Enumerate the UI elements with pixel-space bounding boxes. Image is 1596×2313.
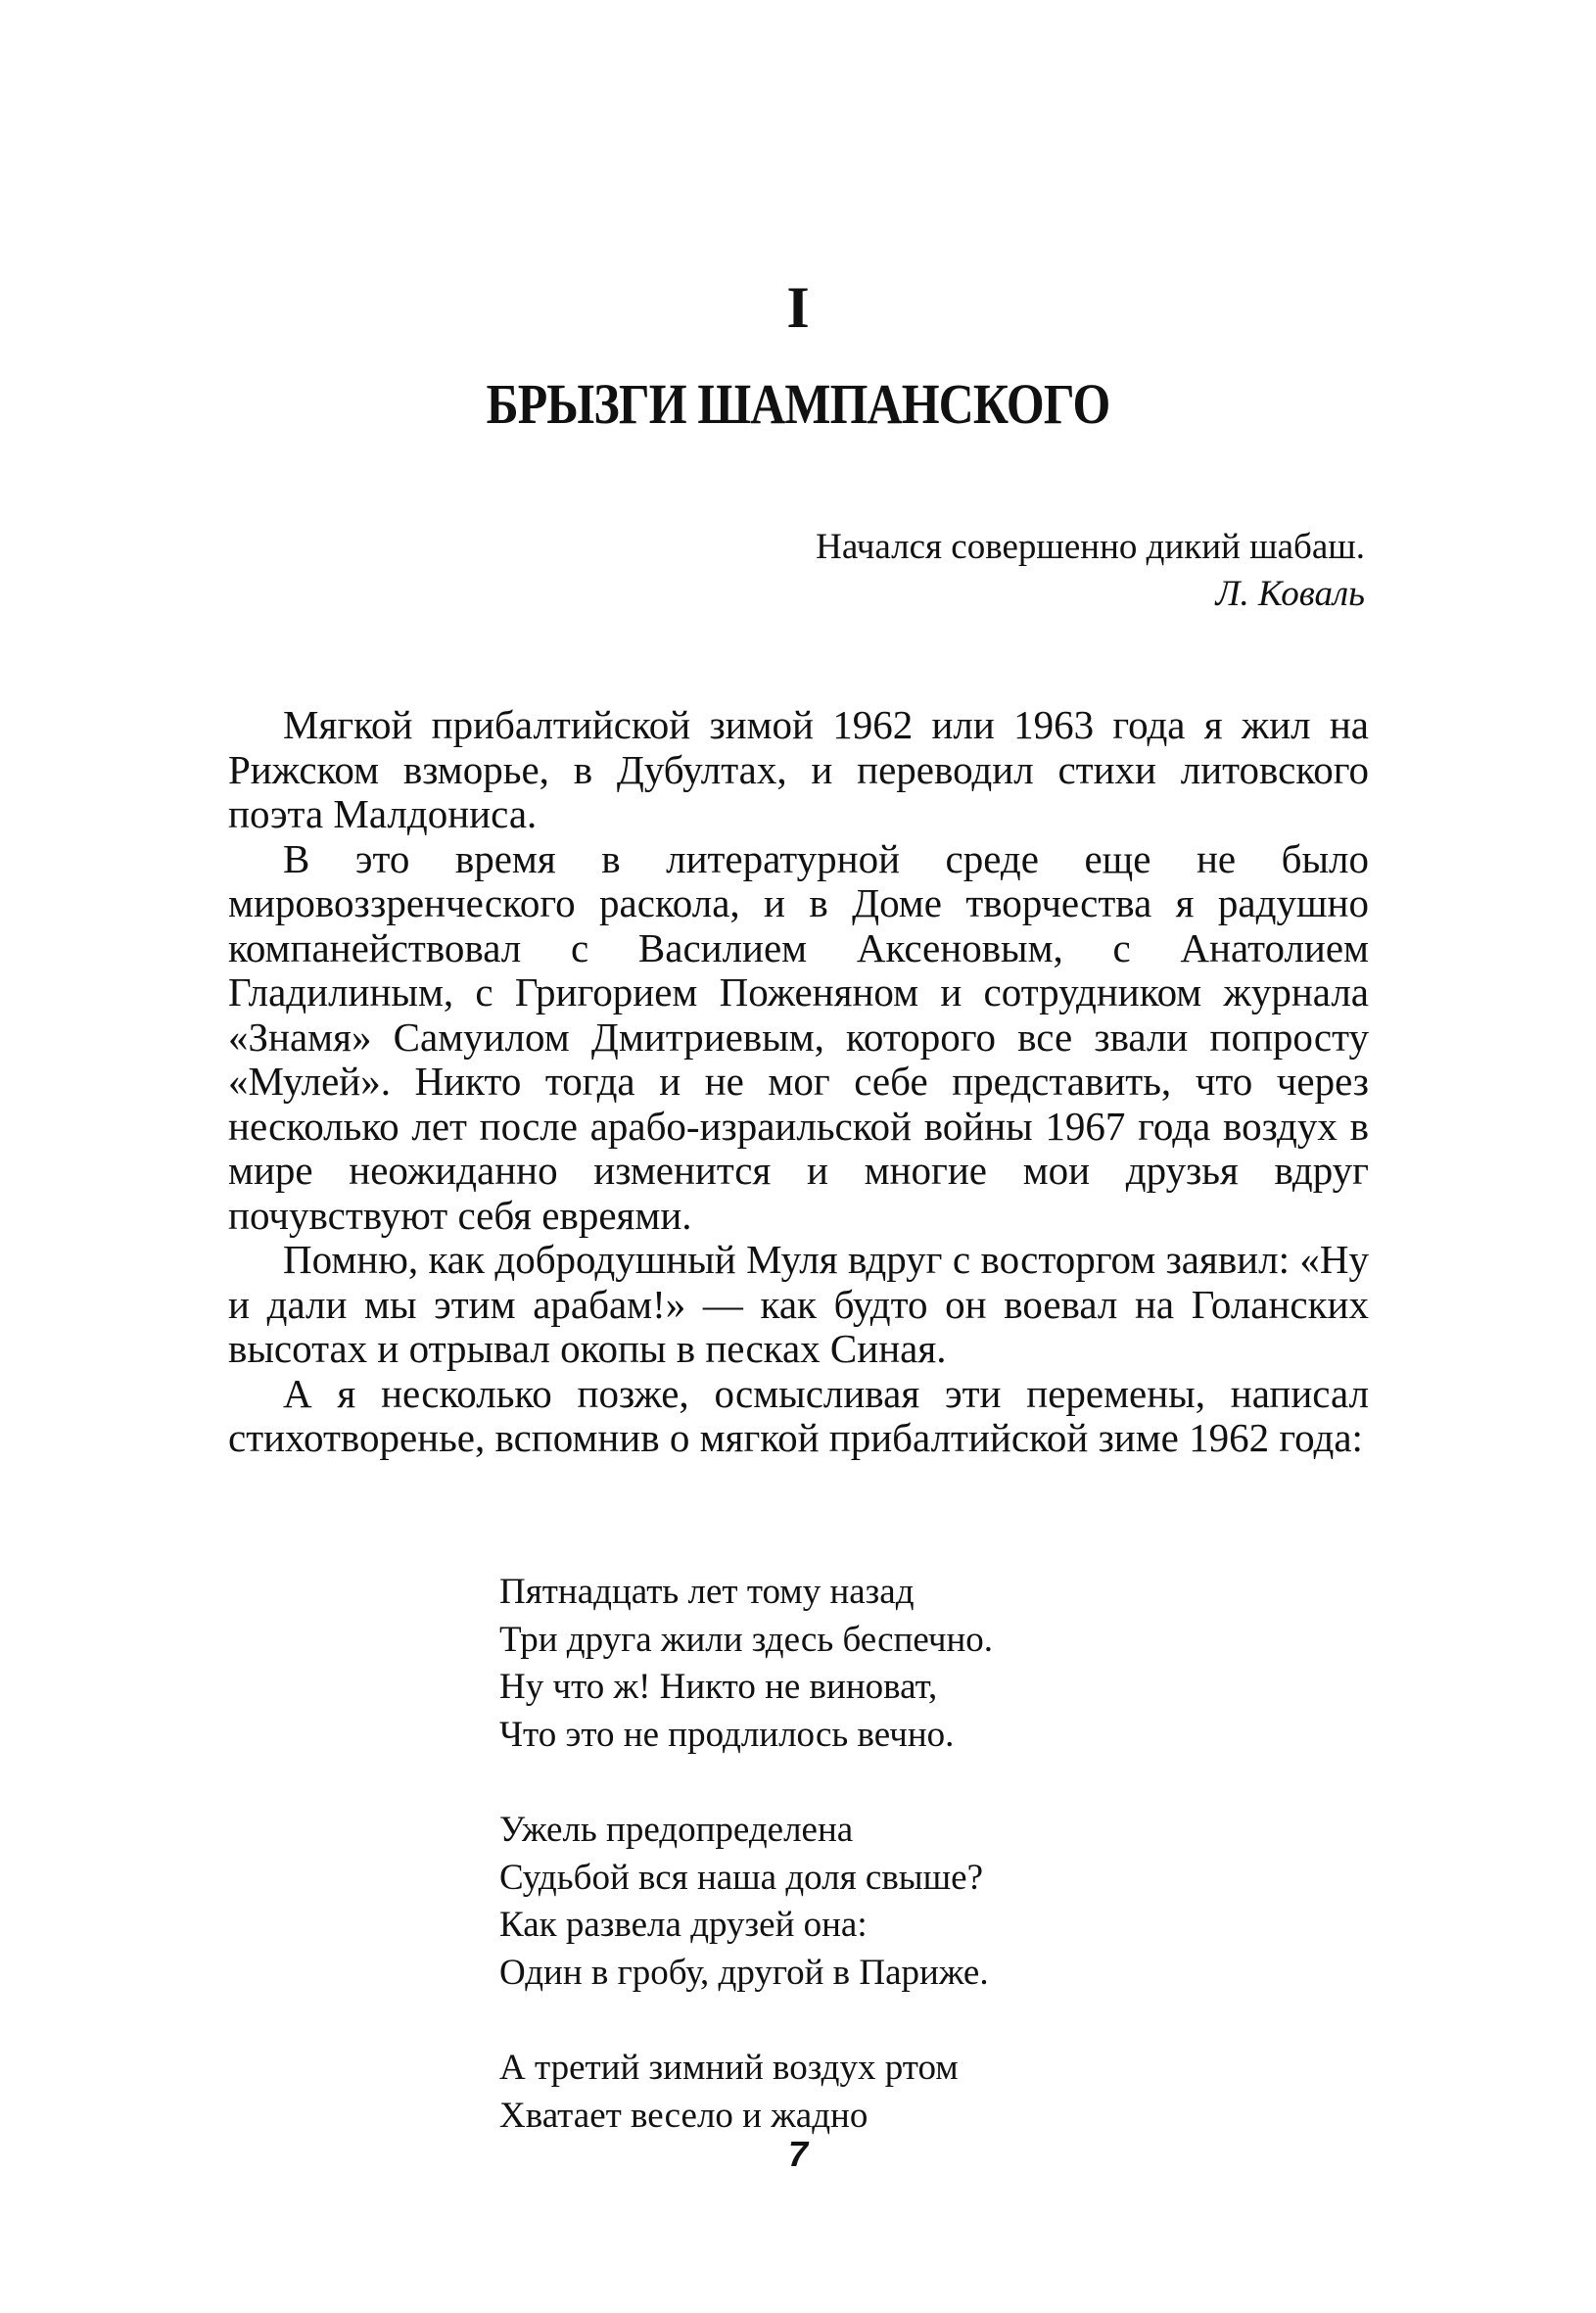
poem-line: Один в гробу, другой в Париже. [499,1952,989,1993]
poem-line: Ужель предопределена [499,1810,854,1850]
poem [499,1569,1185,2140]
paragraph: В это время в литературной среде еще не было мировоззренческого раскола, и в Доме творчества я радушно компанействовал с Василием Аксеновым, с Анатолием Гладилиным, с Григорием Поженяном и сотрудником журнала «Знамя» Самуилом Дмитриевым, которого все звали попросту «Мулей». Никто тогда и не мог себе представить, что через несколько лет после арабо-израильской войны 1967 года воздух в мире неожиданно изменится и многие мои друзья вдруг почувствуют себя евреями. [228,835,1369,1238]
epigraph-author: Л. Коваль [1215,574,1365,614]
body-text [228,703,1369,1461]
poem-line: Хватает весело и жадно [499,2095,868,2136]
poem-line: Что это не продлилось вечно. [499,1714,955,1755]
poem-line: Ну что ж! Никто не виноват, [499,1667,938,1707]
poem-line: А третий зимний воздух ртом [499,2048,959,2088]
poem-stanza [499,1807,1185,1997]
poem-stanza [499,1569,1185,1759]
chapter-number: I [786,275,810,340]
paragraph: Помню, как добродушный Муля вдруг с восторгом заявил: «Ну и дали мы этим арабам!» — как будто он воевал на Голанских высотах и отрывал окопы в песках Синая. [228,1237,1369,1371]
epigraph [680,524,1365,618]
paragraph: А я несколько позже, осмысливая эти перемены, написал стихотворенье, вспомнив о мягкой прибалтийской зиме 1962 года: [228,1370,1369,1460]
page-number: 7 [787,2134,809,2174]
poem-line: Три друга жили здесь беспечно. [499,1619,994,1660]
poem-line: Судьбой вся наша доля свыше? [499,1857,983,1898]
poem-line: Пятнадцать лет тому назад [499,1572,915,1612]
epigraph-text: Начался совершенно дикий шабаш. [816,527,1365,567]
paragraph: Мягкой прибалтийской зимой 1962 или 1963 года я жил на Рижском взморье, в Дубултах, и переводил стихи литовского поэта Малдониса. [228,702,1369,836]
chapter-title: БРЫЗГИ ШАМПАНСКОГО [486,372,1110,436]
poem-stanza [499,2045,1185,2140]
poem-line: Как развела друзей она: [499,1905,868,1945]
